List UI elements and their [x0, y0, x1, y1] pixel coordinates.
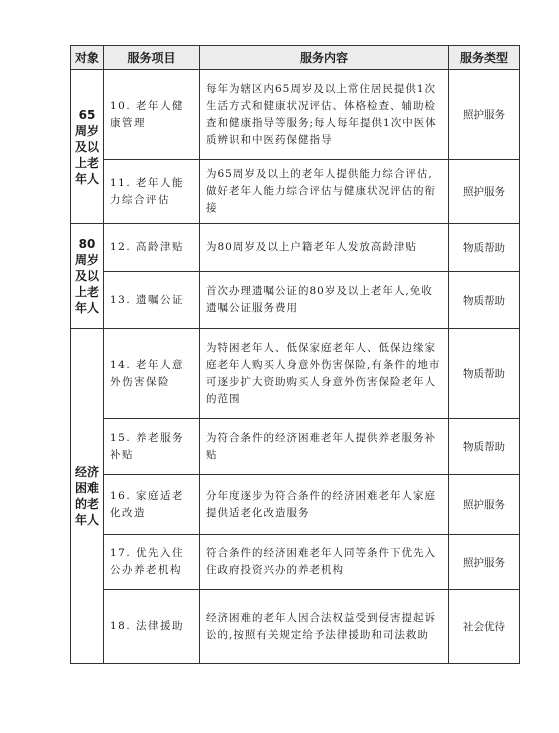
group-object-poor: 经济困难的老年人 [71, 329, 104, 664]
service-type: 照护服务 [449, 160, 520, 224]
service-table [70, 45, 520, 664]
service-item: 17. 优先入住公办养老机构 [104, 535, 200, 590]
table-row [71, 160, 520, 224]
service-content: 每年为辖区内65周岁及以上常住居民提供1次生活方式和健康状况评估、体格检查、辅助检查和健康指导等服务;每人每年提供1次中医体质辨识和中医药保健指导 [200, 70, 449, 160]
service-type: 照护服务 [449, 535, 520, 590]
table-row [71, 590, 520, 664]
service-content: 分年度逐步为符合条件的经济困难老年人家庭提供适老化改造服务 [200, 475, 449, 535]
service-type: 物质帮助 [449, 419, 520, 475]
group-object-65: 65周岁及以上老年人 [71, 70, 104, 224]
service-content: 为65周岁及以上的老年人提供能力综合评估,做好老年人能力综合评估与健康状况评估的衔接 [200, 160, 449, 224]
service-type: 社会优待 [449, 590, 520, 664]
service-type: 物质帮助 [449, 224, 520, 272]
service-type: 照护服务 [449, 70, 520, 160]
table-row [71, 70, 520, 160]
table-row [71, 475, 520, 535]
table-row [71, 224, 520, 272]
table-header-row [71, 46, 520, 70]
header-type: 服务类型 [449, 46, 520, 70]
header-content: 服务内容 [200, 46, 449, 70]
service-item: 16. 家庭适老化改造 [104, 475, 200, 535]
service-content: 首次办理遗嘱公证的80岁及以上老年人,免收遗嘱公证服务费用 [200, 272, 449, 329]
service-content: 为特困老年人、低保家庭老年人、低保边缘家庭老年人购买人身意外伤害保险,有条件的地市可逐步扩大资助购买人身意外伤害保险老年人的范围 [200, 329, 449, 419]
service-type: 照护服务 [449, 475, 520, 535]
table-row [71, 272, 520, 329]
service-item: 11. 老年人能力综合评估 [104, 160, 200, 224]
service-content: 为符合条件的经济困难老年人提供养老服务补贴 [200, 419, 449, 475]
table-row [71, 419, 520, 475]
service-item: 14. 老年人意外伤害保险 [104, 329, 200, 419]
header-object: 对象 [71, 46, 104, 70]
service-item: 15. 养老服务补贴 [104, 419, 200, 475]
service-content: 经济困难的老年人因合法权益受到侵害提起诉讼的,按照有关规定给予法律援助和司法救助 [200, 590, 449, 664]
service-type: 物质帮助 [449, 272, 520, 329]
service-type: 物质帮助 [449, 329, 520, 419]
service-content: 为80周岁及以上户籍老年人发放高龄津贴 [200, 224, 449, 272]
header-item: 服务项目 [104, 46, 200, 70]
service-content: 符合条件的经济困难老年人同等条件下优先入住政府投资兴办的养老机构 [200, 535, 449, 590]
service-item: 13. 遗嘱公证 [104, 272, 200, 329]
table-row [71, 535, 520, 590]
service-item: 18. 法律援助 [104, 590, 200, 664]
group-object-80: 80周岁及以上老年人 [71, 224, 104, 329]
table-row [71, 329, 520, 419]
service-item: 10. 老年人健康管理 [104, 70, 200, 160]
service-item: 12. 高龄津贴 [104, 224, 200, 272]
